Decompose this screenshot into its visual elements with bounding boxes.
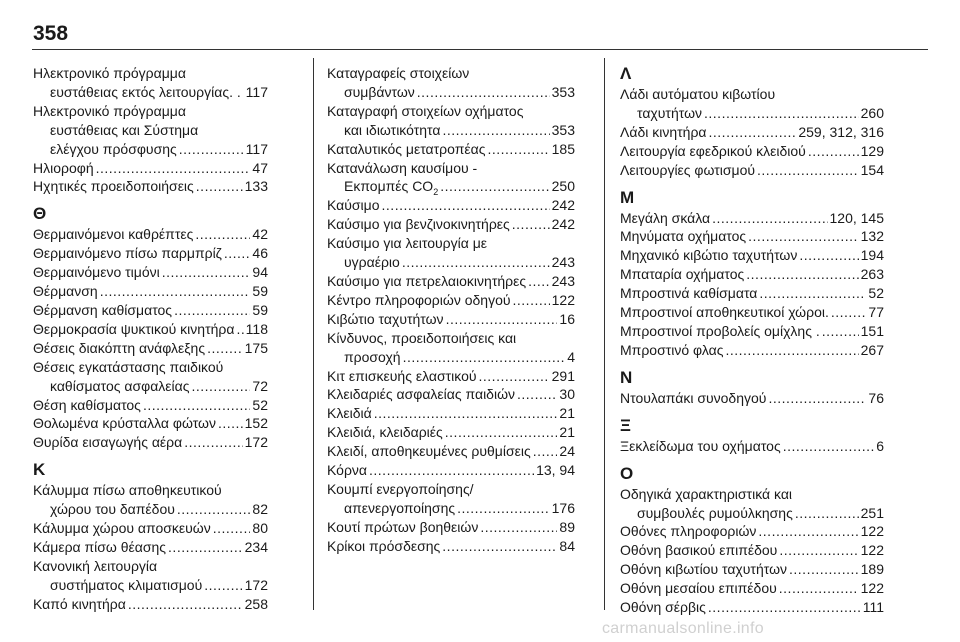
page-reference: 263 (860, 266, 884, 283)
index-entry (620, 123, 884, 142)
page-reference: 13, 94 (536, 462, 575, 479)
leader-dots (795, 504, 859, 523)
entry-text: Μηχανικό κιβώτιο ταχυτήτων (620, 247, 798, 264)
page-reference: 291 (551, 367, 575, 384)
index-entry (33, 414, 268, 433)
page-reference: 84 (559, 537, 575, 554)
index-entry (33, 595, 268, 614)
index-entry (327, 329, 575, 367)
entry-text: Θέρμανση καθίσματος (33, 301, 173, 318)
leader-dots (808, 142, 859, 161)
leader-dots (196, 177, 243, 196)
leader-dots (191, 377, 250, 396)
leader-dots (831, 303, 867, 322)
column-divider (313, 58, 314, 610)
page-reference: 47 (252, 159, 268, 176)
entry-text: Κουτί πρώτων βοηθειών (327, 518, 479, 535)
entry-text: απενεργοποίησης (344, 499, 456, 516)
index-entry (33, 64, 268, 102)
entry-text: Καταγραφείς στοιχείων (327, 65, 470, 81)
entry-text: υγραέριο (344, 254, 400, 271)
leader-dots (799, 246, 858, 265)
page-reference: 82 (252, 501, 268, 518)
entry-text: Καύσιμο για λειτουργία με (327, 235, 487, 252)
index-entry (33, 396, 268, 415)
entry-text: Μπαταρία οχήματος (620, 266, 745, 283)
entry-text: ταχυτήτων (637, 104, 703, 121)
entry-text: Κουμπί ενεργοποίησης/ (327, 480, 474, 497)
leader-dots (374, 404, 558, 423)
page-reference: 151 (860, 322, 884, 339)
page-reference: 122 (860, 523, 884, 540)
index-entry (33, 358, 268, 396)
page-reference: 122 (860, 542, 884, 559)
index-column-1 (33, 64, 268, 614)
leader-dots (179, 140, 244, 159)
entry-text: Κάλυμμα πίσω αποθηκευτικού (33, 482, 222, 499)
leader-dots (174, 301, 250, 320)
entry-text: Λάδι κινητήρα (620, 123, 707, 140)
index-entry (620, 227, 884, 246)
page-reference: 59 (252, 301, 268, 318)
index-entry (33, 225, 268, 244)
page-reference: 42 (252, 226, 268, 243)
page-reference: 89 (559, 518, 575, 535)
page-reference: 176 (551, 499, 575, 516)
entry-text: Καύσιμο για πετρελαιοκινητήρες (327, 272, 527, 289)
leader-dots (446, 310, 558, 329)
entry-text: Λάδι αυτόματου κιβωτίου (620, 86, 776, 102)
entry-text: Ηλεκτρονικό πρόγραμμα (33, 102, 186, 119)
leader-dots (445, 423, 558, 442)
page-reference: 59 (252, 283, 268, 300)
index-letter-heading: Μ (620, 187, 635, 207)
leader-dots (207, 339, 243, 358)
leader-dots (369, 461, 534, 480)
entry-text: προσοχή (344, 348, 401, 365)
leader-dots (184, 433, 242, 452)
page-reference: 242 (551, 197, 575, 214)
entry-text: Κλειδιά (327, 405, 372, 422)
page-reference: 111 (862, 599, 884, 616)
index-entry (620, 142, 884, 161)
index-entry (33, 339, 268, 358)
page-reference: 16 (559, 310, 575, 327)
index-entry (620, 541, 884, 560)
index-entry (33, 481, 268, 519)
index-letter-heading: Ν (620, 367, 633, 387)
entry-text: Κάλυμμα χώρου αποσκευών (33, 520, 211, 537)
leader-dots (528, 272, 550, 291)
leader-dots (512, 215, 550, 234)
index-entry (327, 159, 575, 197)
entry-text: ευστάθειας και Σύστημα (50, 121, 199, 138)
leader-dots (168, 538, 243, 557)
index-entry (327, 215, 575, 234)
index-entry (327, 442, 575, 461)
index-entry (327, 310, 575, 329)
index-entry (620, 284, 884, 303)
entry-text: Μπροστινό φλας (620, 341, 724, 358)
page-reference: 172 (244, 434, 268, 451)
leader-dots (746, 265, 858, 284)
page-reference: 172 (244, 576, 268, 593)
leader-dots (204, 576, 242, 595)
entry-text: Κίνδυνος, προειδοποιήσεις και (327, 329, 517, 346)
entry-text: Οθόνη βασικού επιπέδου (620, 542, 778, 559)
entry-text: ελέγχου πρόσφυσης (50, 140, 177, 157)
leader-dots (442, 537, 557, 556)
page-reference: 132 (860, 228, 884, 245)
entry-text: συστήματος κλιματισμού (50, 576, 203, 593)
entry-text: Μεγάλη σκάλα (620, 209, 711, 226)
index-entry (327, 537, 575, 556)
leader-dots (442, 121, 549, 140)
index-entry (327, 480, 575, 518)
page-reference: 118 (245, 320, 268, 337)
leader-dots (712, 209, 827, 228)
entry-text: Ηχητικές προειδοποιήσεις (33, 178, 194, 195)
index-entry (33, 320, 268, 339)
leader-dots (748, 227, 858, 246)
entry-text: Θερμαινόμενο πίσω παρμπρίζ (33, 245, 222, 262)
page-reference: 94 (252, 264, 268, 281)
index-entry (620, 303, 884, 322)
page-reference: 76 (868, 389, 884, 406)
entry-text: Καπό κινητήρα (33, 595, 126, 612)
page-reference: 353 (551, 83, 575, 100)
entry-text: Λειτουργίες φωτισμού (620, 161, 756, 178)
leader-dots (709, 123, 797, 142)
leader-dots (779, 579, 859, 598)
leader-dots (440, 177, 549, 196)
page-reference: 122 (551, 291, 575, 308)
page-reference: 259, 312, 316 (798, 123, 884, 140)
watermark: carmanualsonline.info (602, 620, 764, 637)
entry-text: Καταγραφή στοιχείων οχήματος (327, 102, 524, 119)
index-entry (33, 557, 268, 595)
leader-dots (758, 522, 858, 541)
index-letter-heading: Κ (33, 460, 46, 480)
leader-dots (759, 284, 866, 303)
leader-dots (480, 518, 557, 537)
page-reference: 258 (244, 595, 268, 612)
index-letter-heading: Ξ (620, 415, 631, 435)
index-entry (33, 282, 268, 301)
index-entry (327, 518, 575, 537)
entry-text: Οθόνες πληροφοριών (620, 523, 757, 540)
page-reference: 30 (559, 386, 575, 403)
page-reference: 250 (551, 178, 575, 195)
leader-dots (513, 291, 550, 310)
page-reference: 129 (860, 142, 884, 159)
entry-text: Κατανάλωση καυσίμου - (327, 159, 478, 176)
index-entry (620, 246, 884, 265)
leader-dots (822, 322, 859, 341)
entry-text: Θέση καθίσματος (33, 396, 141, 413)
entry-text: Οδηγικά χαρακτηριστικά και (620, 485, 793, 502)
entry-text: Καταλυτικός μετατροπέας (327, 140, 486, 157)
entry-text: Κανονική λειτουργία (33, 557, 158, 574)
index-entry (327, 423, 575, 442)
entry-text: Θερμοκρασία ψυκτικού κινητήρα (33, 320, 235, 337)
page-reference: 21 (559, 405, 575, 422)
index-entry (620, 209, 884, 228)
entry-text: χώρου του δαπέδου (50, 501, 175, 518)
page-reference: 194 (860, 247, 884, 264)
page-reference: 243 (551, 254, 575, 271)
entry-text: Κρίκοι πρόσδεσης (327, 537, 441, 554)
entry-text: Οθόνη σέρβις (620, 599, 706, 616)
page-reference: 72 (252, 377, 268, 394)
entry-text: Κάμερα πίσω θέασης (33, 538, 167, 555)
leader-dots (243, 83, 244, 102)
leader-dots (457, 499, 550, 518)
page-reference: 24 (559, 443, 575, 460)
entry-text: Καύσιμο (327, 197, 380, 214)
leader-dots (704, 104, 859, 123)
leader-dots (128, 595, 243, 614)
entry-text: Θερμαινόμενοι καθρέπτες (33, 226, 194, 243)
index-letter-heading: Ο (620, 463, 634, 483)
index-entry (327, 404, 575, 423)
index-entry (327, 102, 575, 140)
leader-dots (236, 320, 243, 339)
index-entry (327, 367, 575, 386)
entry-text: Θερμαινόμενο τιμόνι (33, 264, 160, 281)
entry-text: Κλειδαριές ασφαλείας παιδιών (327, 386, 516, 403)
leader-dots (195, 225, 250, 244)
page-reference: 6 (876, 437, 884, 454)
page-reference: 117 (245, 140, 268, 157)
index-entry (33, 519, 268, 538)
page-reference: 46 (252, 245, 268, 262)
entry-text: Μπροστινά καθίσματα (620, 285, 758, 302)
index-entry (620, 85, 884, 123)
index-entry (33, 159, 268, 178)
entry-text: Μπροστινοί προβολείς ομίχλης . (620, 322, 820, 339)
leader-dots (402, 253, 550, 272)
page-reference: 353 (551, 121, 575, 138)
index-entry (33, 102, 268, 159)
entry-text: συμβάντων (344, 83, 415, 100)
column-divider (604, 58, 605, 610)
index-entry (327, 385, 575, 404)
entry-text: Καύσιμο για βενζινοκινητήρες (327, 216, 510, 233)
leader-dots (479, 367, 550, 386)
index-entry (33, 263, 268, 282)
index-column-2 (327, 64, 575, 556)
leader-dots (162, 263, 251, 282)
page-reference: 21 (559, 424, 575, 441)
page-reference: 117 (245, 83, 268, 100)
leader-dots (487, 140, 549, 159)
index-entry (620, 485, 884, 523)
page-reference: 189 (860, 561, 884, 578)
entry-text: Κέντρο πληροφοριών οδηγού (327, 291, 511, 308)
page-reference: 122 (860, 580, 884, 597)
leader-dots (757, 161, 859, 180)
page-reference: 251 (860, 504, 884, 521)
entry-text: Ηλεκτρονικό πρόγραμμα (33, 65, 186, 81)
leader-dots (779, 541, 858, 560)
index-entry (620, 598, 884, 617)
index-entry (327, 291, 575, 310)
entry-text: Λειτουργία εφεδρικού κλειδιού (620, 142, 806, 159)
index-entry (620, 161, 884, 180)
leader-dots (533, 442, 558, 461)
index-entry (327, 461, 575, 480)
page-reference: 77 (868, 304, 884, 321)
entry-text: Οθόνη κιβωτίου ταχυτήτων (620, 561, 788, 578)
index-entry (620, 560, 884, 579)
entry-text: Ντουλαπάκι συνοδηγού (620, 389, 767, 406)
page-reference: 154 (860, 161, 884, 178)
entry-text: Κόρνα (327, 462, 368, 479)
index-entry (327, 272, 575, 291)
leader-dots (517, 385, 557, 404)
index-entry (620, 437, 884, 456)
leader-dots (725, 341, 858, 360)
entry-text: Θέσεις διακόπτη ανάφλεξης (33, 339, 206, 356)
entry-text: Θυρίδα εισαγωγής αέρα (33, 434, 183, 451)
page-reference: 152 (244, 415, 268, 432)
index-entry (327, 234, 575, 272)
page-reference: 80 (252, 520, 268, 537)
entry-text: Κλειδί, αποθηκευμένες ρυθμίσεις (327, 443, 531, 460)
entry-text: συμβουλές ρυμούλκησης (637, 504, 793, 521)
page-reference: 267 (860, 341, 884, 358)
index-entry (33, 244, 268, 263)
index-entry (620, 389, 884, 408)
header-rule (32, 49, 928, 50)
entry-text: Κιβώτιο ταχυτήτων (327, 310, 444, 327)
entry-text: Θέρμανση (33, 283, 98, 300)
entry-text: Ηλιοροφή (33, 159, 94, 176)
page-reference: 185 (551, 140, 575, 157)
entry-text: καθίσματος ασφαλείας (50, 377, 190, 394)
index-entry (33, 301, 268, 320)
index-entry (327, 140, 575, 159)
index-entry (33, 538, 268, 557)
leader-dots (224, 244, 251, 263)
page-reference: 52 (252, 396, 268, 413)
entry-text: Θολωμένα κρύσταλλα φώτων (33, 415, 216, 432)
leader-dots (143, 396, 250, 415)
index-letter-heading: Λ (620, 64, 632, 83)
leader-dots (708, 598, 861, 617)
page-reference: 175 (244, 339, 268, 356)
index-entry (620, 322, 884, 341)
entry-text: Μηνύματα οχήματος (620, 228, 747, 245)
page-reference: 133 (244, 178, 268, 195)
leader-dots (218, 414, 243, 433)
leader-dots (417, 83, 550, 102)
index-entry (620, 579, 884, 598)
leader-dots (96, 159, 251, 178)
index-entry (620, 265, 884, 284)
index-entry (33, 177, 268, 196)
leader-dots (768, 389, 866, 408)
entry-text: ευστάθειας εκτός λειτουργίας. . (50, 83, 241, 100)
index-entry (33, 433, 268, 452)
leader-dots (100, 282, 251, 301)
leader-dots (403, 348, 566, 367)
page-number: 358 (33, 22, 69, 45)
page-reference: 4 (567, 348, 575, 365)
entry-text: Ξεκλείδωμα του οχήματος (620, 437, 781, 454)
page-reference: 260 (860, 104, 884, 121)
index-entry (620, 522, 884, 541)
index-entry (327, 196, 575, 215)
entry-text: Εκπομπές $CO_2$ (344, 178, 439, 198)
entry-text: Οθόνη μεσαίου επιπέδου (620, 580, 777, 597)
entry-text: Θέσεις εγκατάστασης παιδικού (33, 358, 224, 375)
leader-dots (213, 519, 251, 538)
index-column-3 (620, 64, 884, 617)
page-reference: 120, 145 (829, 209, 884, 226)
entry-text: Κλειδιά, κλειδαριές (327, 424, 443, 441)
index-entry (620, 341, 884, 360)
page-reference: 243 (551, 272, 575, 289)
index-entry (327, 64, 575, 102)
entry-text: Κιτ επισκευής ελαστικού (327, 367, 477, 384)
page-reference: 242 (551, 216, 575, 233)
index-letter-heading: Θ (33, 204, 47, 224)
leader-dots (382, 196, 550, 215)
subscript: 2 (433, 187, 439, 198)
entry-text: και ιδιωτικότητα (344, 121, 441, 138)
page-reference: 234 (244, 538, 268, 555)
entry-text: Μπροστινοί αποθηκευτικοί χώροι. (620, 304, 829, 321)
leader-dots (789, 560, 859, 579)
leader-dots (783, 437, 875, 456)
page-reference: 52 (868, 285, 884, 302)
leader-dots (177, 500, 251, 519)
